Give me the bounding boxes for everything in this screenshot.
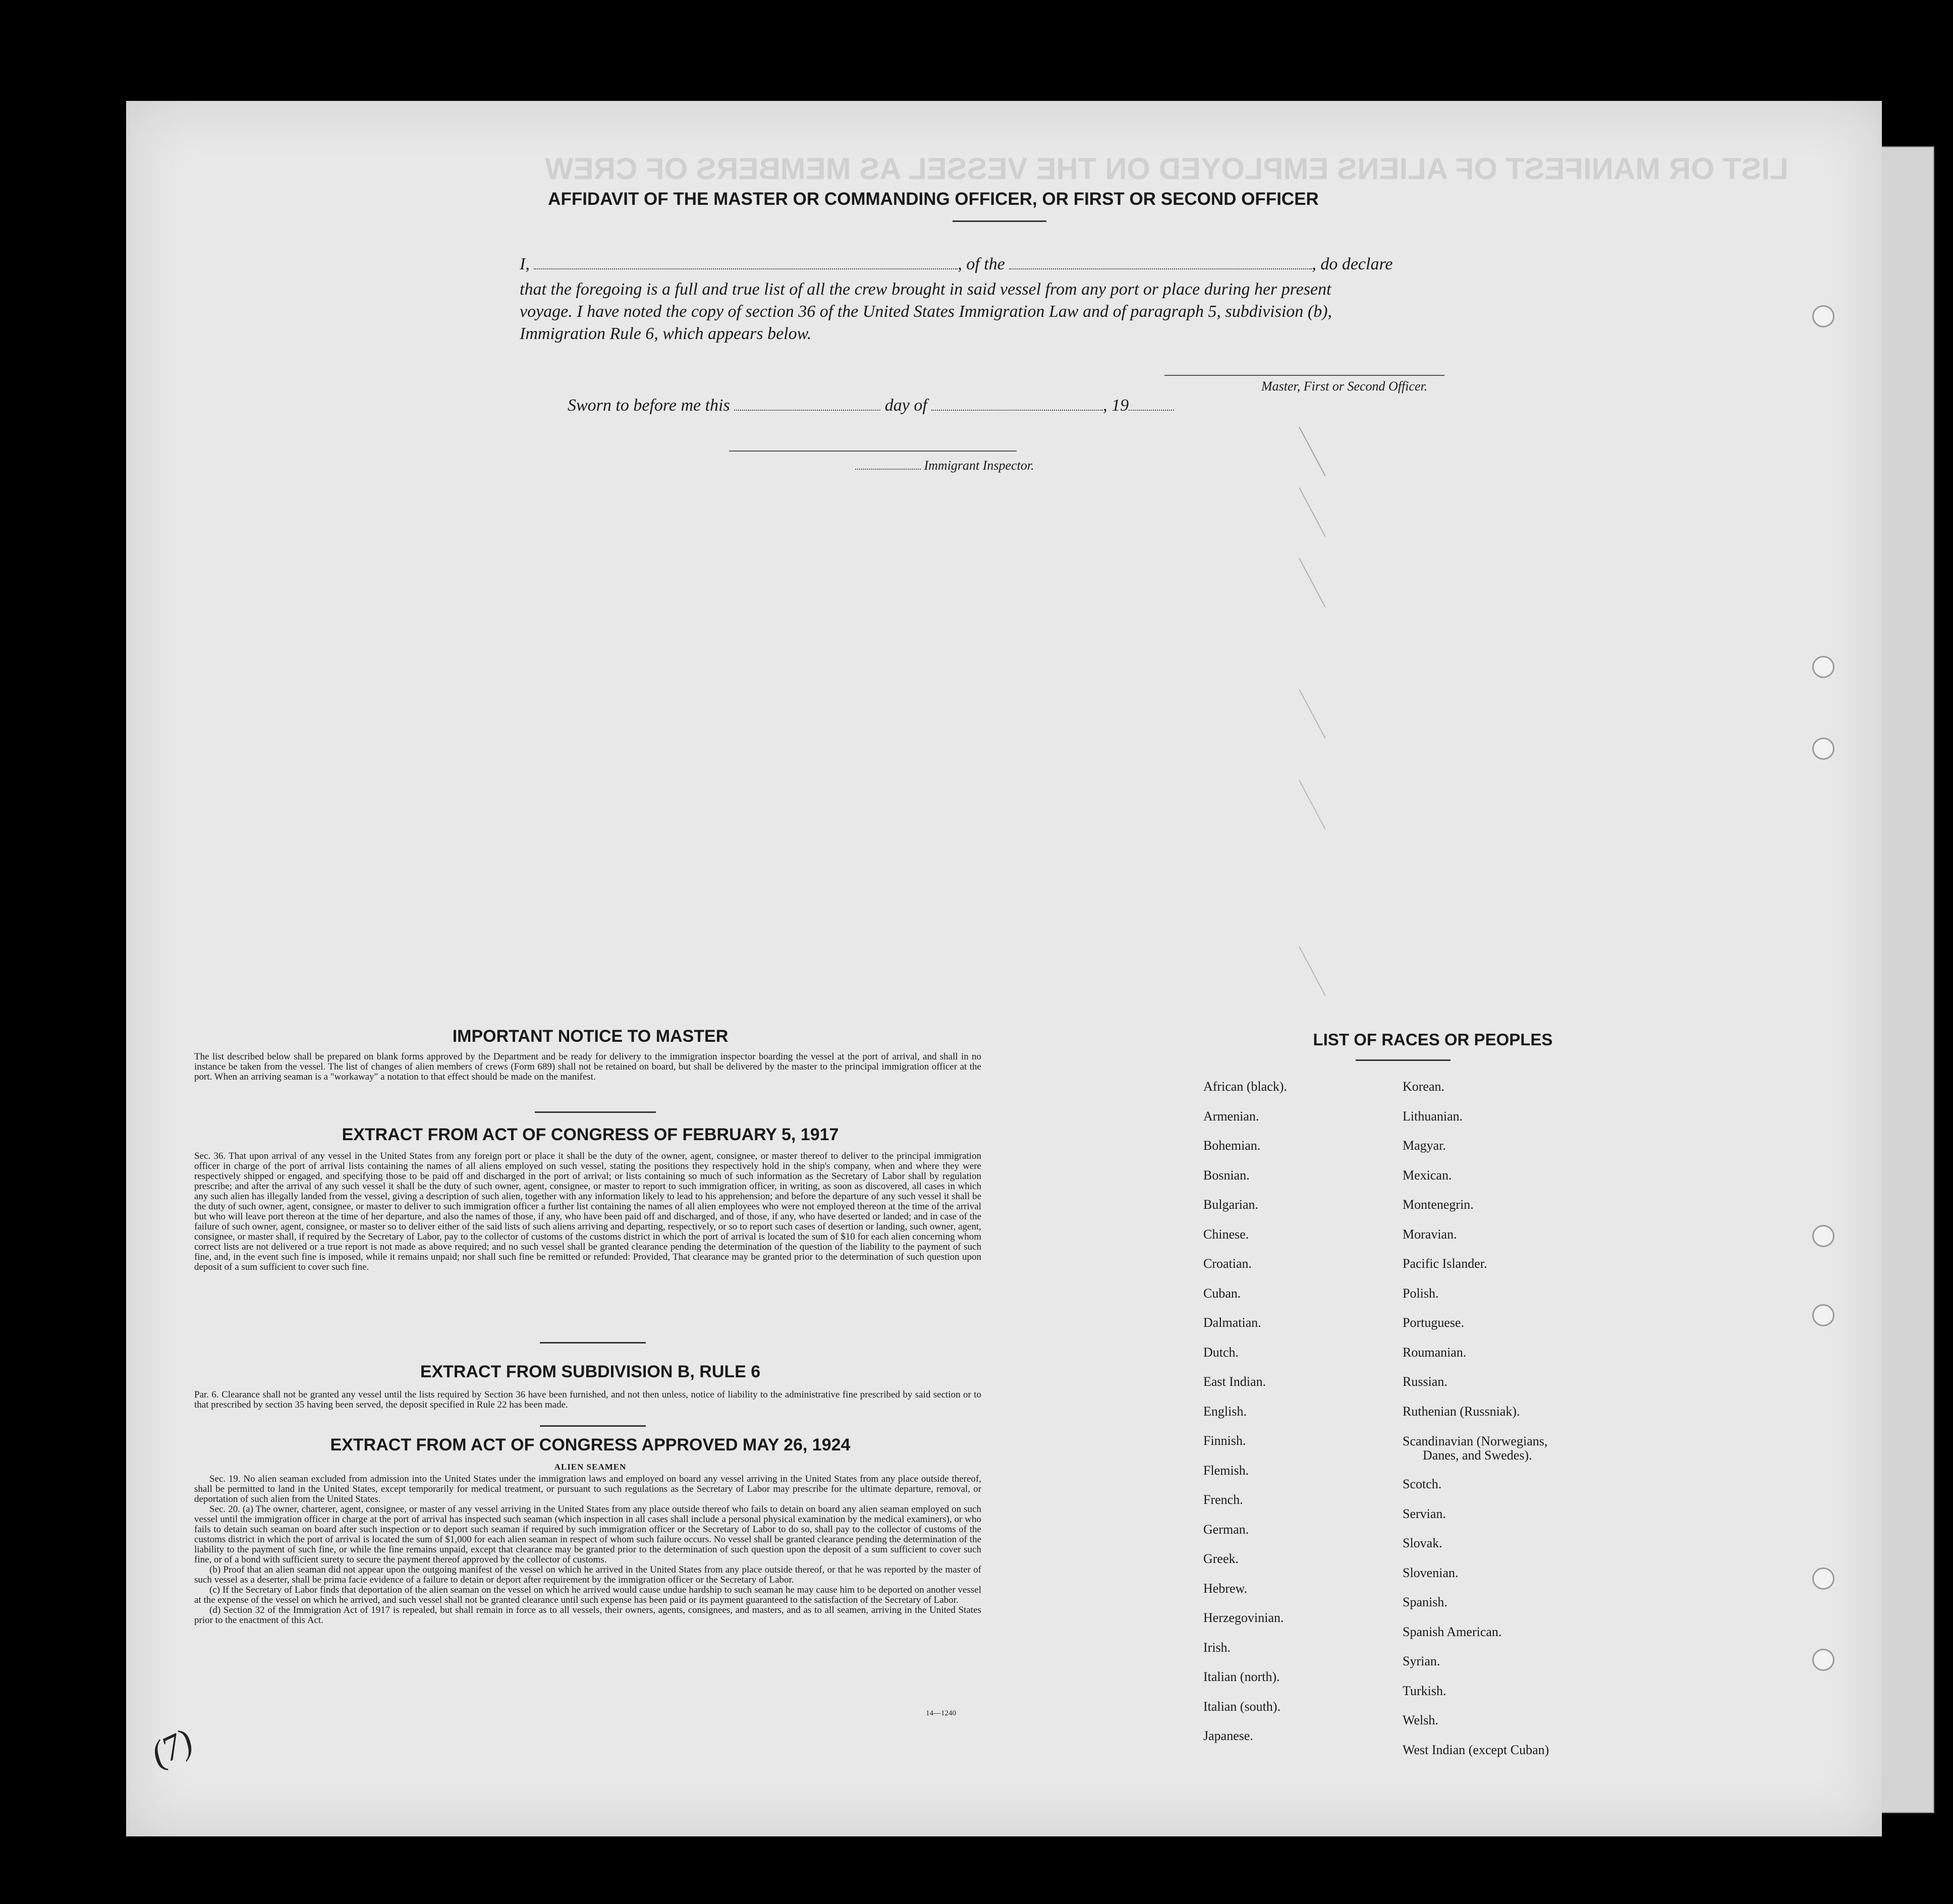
race-item: Chinese.: [1203, 1226, 1249, 1242]
race-item: Pacific Islander.: [1403, 1256, 1487, 1271]
race-item: French.: [1203, 1492, 1243, 1507]
notice-text: The list described below shall be prepared on blank forms approved by the Department and be ready for delivery to the immigration inspector boarding the vessel at the port of arrival, and shall in no instance be taken from the vessel. The list of changes of alien members of crews (Form 689) shall not be retained on board, but shall be delivered by the master to the principal immigration officer at the port. When an arriving seaman is a "workaway" a notation to that effect should be made on the manifest.: [194, 1051, 981, 1082]
master-signature-label: Master, First or Second Officer.: [1261, 379, 1428, 394]
sec-20b: (b) Proof that an alien seaman did not appear upon the outgoing manifest of the vessel on which he arrived in the United States from any place outside thereof, or that he was reported by the master of such vessel as a deserter, shall be prima facie evidence of a failure to detain or deport after requirement by the immigration officer or the Secretary of Labor.: [194, 1564, 981, 1585]
race-item: Moravian.: [1403, 1226, 1457, 1242]
sec-20a: Sec. 20. (a) The owner, charterer, agent, consignee, or master of any vessel arriving in the United States from any place outside thereof who fails to detain on board any alien seaman employed on such vessel until the immigration officer in charge at the port of arrival has inspected such seaman (which inspection in all cases shall include a personal physical examination by the medical examiners), or who fails to detain such seaman on board after such inspection or to deport such seaman if required by such immigration officer or the Secretary of Labor to do so, shall pay to the collector of customs of the customs district in which the port of arrival is located the sum of $1,000 for each alien seaman in respect of whom such failure occurs. No vessel shall be granted clearance pending the determination of the liability to the payment of such fine, or while the fine remains unpaid, except that clearance may be granted prior to the determination of such question upon the deposit of a sum sufficient to cover such fine, or of a bond with sufficient surety to secure the payment thereof approved by the collector of customs.: [194, 1504, 981, 1565]
race-item: Dalmatian.: [1203, 1315, 1261, 1330]
document-page: [126, 101, 1882, 1836]
race-item: Dutch.: [1203, 1345, 1239, 1360]
pencil-mark: [1299, 946, 1325, 996]
extract-1924-subtitle: ALIEN SEAMEN: [554, 1462, 627, 1472]
races-column-2: [1403, 1072, 1549, 1765]
pencil-mark: [1299, 487, 1325, 537]
binder-hole: [1812, 1649, 1834, 1671]
race-item: Slovak.: [1403, 1536, 1442, 1550]
race-item: Spanish.: [1403, 1595, 1447, 1609]
extract-rule6-text: Par. 6. Clearance shall not be granted any vessel until the lists required by Section 36 have been furnished, and not then unless, notice of liability to the administrative fine prescribed by said section or to that prescribed by section 35 having been served, the deposit specified in Rule 22 has been made.: [194, 1389, 981, 1410]
race-item: Servian.: [1403, 1506, 1446, 1521]
race-item: Armenian.: [1203, 1108, 1259, 1124]
race-item: Finnish.: [1203, 1433, 1246, 1448]
race-item: Turkish.: [1403, 1683, 1446, 1698]
notice-rule: [535, 1111, 656, 1113]
inspector-label: Immigrant Inspector.: [855, 457, 1034, 475]
race-item: German.: [1203, 1522, 1249, 1537]
binder-hole: [1812, 1225, 1834, 1247]
pencil-mark: [1299, 780, 1325, 829]
race-item: Japanese.: [1203, 1728, 1253, 1743]
race-item: Welsh.: [1403, 1713, 1438, 1727]
pencil-mark: [1299, 558, 1325, 607]
master-signature-line: [1164, 375, 1444, 376]
extract-1917-rule: [540, 1342, 646, 1343]
sworn-line: Sworn to before me this day of , 19: [568, 394, 1324, 418]
affidavit-line-3: voyage. I have noted the copy of section 36 of the United States Immigration Law and of paragraph 5, subdivision (b),: [520, 302, 1332, 321]
affidavit-title: AFFIDAVIT OF THE MASTER OR COMMANDING OFFICER, OR FIRST OR SECOND OFFICER: [548, 189, 1319, 209]
race-item: Portuguese.: [1403, 1315, 1465, 1330]
extract-rule6-rule: [540, 1425, 646, 1427]
race-item: Flemish.: [1203, 1463, 1249, 1478]
race-item: Herzegovinian.: [1203, 1610, 1284, 1625]
binder-hole: [1812, 1304, 1834, 1326]
race-item: Magyar.: [1403, 1138, 1446, 1153]
extract-rule6-title: EXTRACT FROM SUBDIVISION B, RULE 6: [420, 1362, 761, 1381]
race-item: English.: [1203, 1404, 1247, 1419]
extract-1917-text: Sec. 36. That upon arrival of any vessel in the United States from any foreign port or place it shall be the duty of the owner, agent, consignee, or master thereof to deliver to the principal immigration officer in charge of the port of arrival lists containing the names of all aliens employed on such vessel, stating the positions they respectively hold in the ship's company, when and where they were respectively shipped or engaged, and specifying those to be paid off and discharged in the port of arrival; or lists containing so much of such information as the Secretary of Labor shall by regulation prescribe; and after the arrival of any such vessel it shall be the duty of such owner, agent, consignee, or master to report to such immigration officer, in writing, as soon as discovered, all cases in which any such alien has illegally landed from the vessel, giving a description of such alien, together with any information likely to lead to his apprehension; and before the departure of any such vessel it shall be the duty of such owner, agent, consignee, or master to deliver to such immigration officer a further list containing the names of all alien employees who were not employed thereon at the time of the arrival but who will leave port thereon at the time of her departure, and also the names of those, if any, who have been paid off and discharged, and of those, if any, who have deserted or landed; and in case of the failure of such owner, agent, consignee, or master so to deliver either of the said lists of such aliens arriving and departing, respectively, or so to report such cases of desertion or landing, such owner, agent, consignee, or master shall, if required by the Secretary of Labor, pay to the collector of customs of the customs district in which the port of arrival is located the sum of $10 for each alien concerning whom correct lists are not delivered or a true report is not made as above required; and no such vessel shall be granted clearance pending the determination of the question of the liability to the payment of such fine, and, in the event such fine is imposed, while it remains unpaid; nor shall such fine be remitted or refunded: Provided, That clearance may be granted prior to the determination of such question upon deposit of a sum sufficient to cover such fine.: [194, 1151, 981, 1272]
race-item: Scandinavian (Norwegians,: [1403, 1434, 1548, 1448]
race-item: Croatian.: [1203, 1256, 1252, 1271]
pencil-mark: [1299, 689, 1325, 739]
races-title: LIST OF RACES OR PEOPLES: [1313, 1030, 1553, 1049]
race-item: Montenegrin.: [1403, 1197, 1474, 1212]
notice-title: IMPORTANT NOTICE TO MASTER: [452, 1027, 729, 1046]
race-item: Spanish American.: [1403, 1624, 1502, 1639]
affidavit-line-1: I, , of the , do declare: [520, 252, 1483, 276]
affidavit-title-rule: [953, 220, 1046, 222]
race-item: Italian (south).: [1203, 1699, 1281, 1714]
binder-hole: [1812, 656, 1834, 678]
race-item: Russian.: [1403, 1374, 1447, 1389]
sec-19: Sec. 19. No alien seaman excluded from admission into the United States under the immigration laws and employed on board any vessel arriving in the United States from any place outside thereof, shall be permitted to land in the United States, except temporarily for medical treatment, or pursuant to such regulations as the Secretary of Labor may prescribe for the ultimate departure, removal, or deportation of such alien from the United States.: [194, 1474, 981, 1504]
extract-1924-text: [194, 1474, 981, 1626]
affidavit-line-4: Immigration Rule 6, which appears below.: [520, 324, 812, 343]
binder-hole: [1812, 738, 1834, 760]
binder-hole: [1812, 1567, 1834, 1590]
form-number: 14—1240: [926, 1709, 956, 1717]
race-item: Bohemian.: [1203, 1138, 1261, 1153]
extract-1917-title: EXTRACT FROM ACT OF CONGRESS OF FEBRUARY 5, 1917: [342, 1125, 839, 1144]
race-item: Roumanian.: [1403, 1345, 1467, 1360]
bleed-through-heading: LIST OR MANIFEST OF ALIENS EMPLOYED ON THE VESSEL AS MEMBERS OF CREW: [545, 152, 1789, 186]
extract-1924-title: EXTRACT FROM ACT OF CONGRESS APPROVED MAY 26, 1924: [330, 1435, 851, 1454]
inspector-signature-line: [729, 451, 1017, 452]
binder-hole: [1812, 305, 1834, 327]
page-marker: (7): [145, 1721, 199, 1774]
race-item: Irish.: [1203, 1640, 1231, 1655]
race-item: Korean.: [1403, 1079, 1445, 1094]
race-item: Danes, and Swedes).: [1423, 1448, 1532, 1463]
race-item: Cuban.: [1203, 1285, 1241, 1301]
race-item: Polish.: [1403, 1285, 1439, 1301]
race-item: East Indian.: [1203, 1374, 1266, 1389]
race-item: Mexican.: [1403, 1167, 1452, 1183]
race-item: Hebrew.: [1203, 1581, 1248, 1596]
race-item: Greek.: [1203, 1551, 1239, 1566]
race-item: Italian (north).: [1203, 1669, 1280, 1684]
race-item: Lithuanian.: [1403, 1108, 1463, 1124]
races-title-rule: [1356, 1059, 1450, 1061]
race-item: Bosnian.: [1203, 1167, 1250, 1183]
races-column-1: [1203, 1072, 1287, 1751]
race-item: Ruthenian (Russniak).: [1403, 1404, 1520, 1419]
pencil-mark: [1299, 427, 1325, 476]
sec-20c: (c) If the Secretary of Labor finds that deportation of the alien seaman on the vessel on which he arrived would cause undue hardship to such seaman he may cause him to be deported on another vessel at the expense of the vessel on which he arrived, and such vessel shall not be granted clearance until such expense has been paid or its payment guaranteed to the satisfaction of the Secretary of Labor.: [194, 1585, 981, 1605]
sec-20d: (d) Section 32 of the Immigration Act of 1917 is repealed, but shall remain in force as to all vessels, their owners, agents, consignees, and masters, and as to all seamen, arriving in the United States prior to the enactment of this Act.: [194, 1605, 981, 1626]
race-item: Scotch.: [1403, 1477, 1442, 1491]
race-item: West Indian (except Cuban): [1403, 1742, 1549, 1757]
race-item: Syrian.: [1403, 1654, 1440, 1668]
race-item: Bulgarian.: [1203, 1197, 1259, 1212]
affidavit-line-2: that the foregoing is a full and true list of all the crew brought in said vessel from any port or place during her present: [520, 280, 1331, 299]
race-item: Slovenian.: [1403, 1565, 1459, 1580]
race-item: African (black).: [1203, 1079, 1288, 1094]
